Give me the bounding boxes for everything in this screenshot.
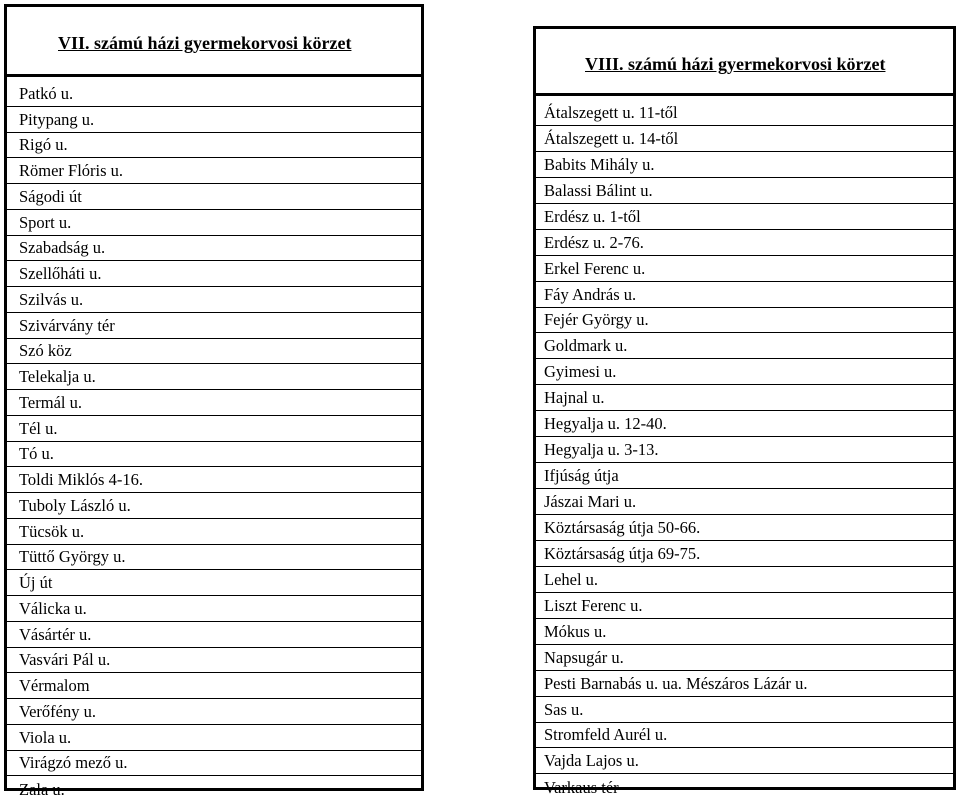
street-name: Hegyalja u. 12-40. (544, 414, 667, 434)
table-row (7, 184, 421, 210)
street-name: Sas u. (544, 699, 584, 719)
table-row (7, 725, 421, 751)
table-title: VII. számú házi gyermekorvosi körzet (58, 33, 352, 53)
table-row (7, 158, 421, 184)
street-list (536, 100, 953, 800)
street-name: Babits Mihály u. (544, 154, 655, 174)
street-name: Hegyalja u. 3-13. (544, 440, 659, 460)
street-name: Mókus u. (544, 621, 607, 641)
table-header (536, 29, 953, 96)
table-header (7, 7, 421, 77)
table-row (536, 463, 953, 489)
table-row (7, 545, 421, 571)
table-row (7, 493, 421, 519)
table-row (7, 210, 421, 236)
street-name: Verőfény u. (19, 701, 96, 721)
street-name: Erdész u. 2-76. (544, 232, 644, 252)
table-row (7, 519, 421, 545)
street-name: Lehel u. (544, 569, 599, 589)
street-name: Vasvári Pál u. (19, 650, 111, 670)
table-row (536, 515, 953, 541)
street-name: Szilvás u. (19, 289, 84, 309)
street-name: Pesti Barnabás u. ua. Mészáros Lázár u. (544, 673, 808, 693)
table-row (536, 541, 953, 567)
street-name: Termál u. (19, 392, 82, 412)
table-row (536, 152, 953, 178)
street-name: Tüttő György u. (19, 547, 126, 567)
table-row (536, 593, 953, 619)
table-row (7, 261, 421, 287)
table-row (536, 256, 953, 282)
street-name: Válicka u. (19, 598, 87, 618)
table-row (536, 100, 953, 126)
table-row (536, 723, 953, 749)
street-name: Ságodi út (19, 186, 82, 206)
table-row (536, 126, 953, 152)
street-name: Sport u. (19, 212, 72, 232)
street-name: Patkó u. (19, 83, 74, 103)
table-row (536, 567, 953, 593)
table-row (536, 774, 953, 800)
street-name: Balassi Bálint u. (544, 180, 653, 200)
street-name: Goldmark u. (544, 336, 628, 356)
table-row (536, 204, 953, 230)
table-row (7, 287, 421, 313)
street-name: Jászai Mari u. (544, 492, 637, 511)
table-row (7, 81, 421, 107)
table-row (7, 442, 421, 468)
street-name: Toldi Miklós 4-16. (19, 470, 143, 489)
street-name: Tücsök u. (19, 521, 85, 541)
table-row (7, 467, 421, 493)
table-row (536, 230, 953, 256)
table-row (7, 364, 421, 390)
table-row (536, 748, 953, 774)
table-row (7, 236, 421, 262)
street-name: Fáy András u. (544, 284, 637, 304)
street-name: Átalszegett u. 11-től (544, 102, 678, 122)
table-row (7, 570, 421, 596)
table-row (536, 359, 953, 385)
table-row (7, 596, 421, 622)
street-name: Szivárvány tér (19, 315, 115, 335)
table-row (536, 697, 953, 723)
table-row (536, 619, 953, 645)
street-name: Szellőháti u. (19, 264, 102, 283)
table-row (7, 133, 421, 159)
street-name: Napsugár u. (544, 647, 624, 667)
table-row (7, 313, 421, 339)
table-row (536, 333, 953, 359)
street-name: Szabadság u. (19, 238, 106, 258)
table-row (536, 282, 953, 308)
table-row (7, 339, 421, 365)
street-name: Köztársaság útja 69-75. (544, 543, 701, 563)
street-name: Virágzó mező u. (19, 753, 128, 773)
street-name: Új út (19, 573, 53, 592)
table-row (7, 673, 421, 699)
table-row (7, 107, 421, 133)
street-list (7, 81, 421, 802)
street-name: Szó köz (19, 341, 72, 361)
street-name: Fejér György u. (544, 310, 649, 330)
street-name: Ifjúság útja (544, 466, 619, 486)
table-row (7, 416, 421, 442)
street-name: Vérmalom (19, 676, 90, 695)
table-row (7, 648, 421, 674)
table-row (536, 385, 953, 411)
street-name: Telekalja u. (19, 367, 96, 386)
street-name: Tél u. (19, 418, 58, 438)
table-row (7, 776, 421, 802)
table-row (7, 751, 421, 777)
street-name: Átalszegett u. 14-től (544, 128, 679, 148)
street-name: Rigó u. (19, 135, 68, 155)
street-name: Hajnal u. (544, 388, 605, 408)
street-name: Tuboly László u. (19, 495, 131, 515)
table-row (536, 178, 953, 204)
street-name: Zala u. (19, 780, 65, 799)
table-row (7, 622, 421, 648)
table-row (536, 645, 953, 671)
street-name: Erdész u. 1-től (544, 206, 641, 226)
table-row (536, 437, 953, 463)
street-name: Gyimesi u. (544, 362, 617, 382)
street-name: Vásártér u. (19, 624, 92, 644)
district-viii-table (533, 26, 956, 798)
table-row (536, 308, 953, 334)
street-name: Pitypang u. (19, 109, 95, 129)
street-name: Köztársaság útja 50-66. (544, 517, 701, 537)
street-name: Liszt Ferenc u. (544, 595, 643, 615)
street-name: Erkel Ferenc u. (544, 258, 646, 278)
street-name: Varkaus tér (544, 778, 619, 798)
street-name: Viola u. (19, 727, 72, 747)
table-row (536, 671, 953, 697)
street-name: Römer Flóris u. (19, 161, 124, 180)
table-row (536, 411, 953, 437)
table-title: VIII. számú házi gyermekorvosi körzet (585, 54, 886, 74)
district-vii-table (4, 4, 424, 799)
table-row (536, 489, 953, 515)
table-row (7, 699, 421, 725)
street-name: Tó u. (19, 444, 54, 464)
street-name: Vajda Lajos u. (544, 751, 639, 771)
table-row (7, 390, 421, 416)
street-name: Stromfeld Aurél u. (544, 725, 668, 745)
